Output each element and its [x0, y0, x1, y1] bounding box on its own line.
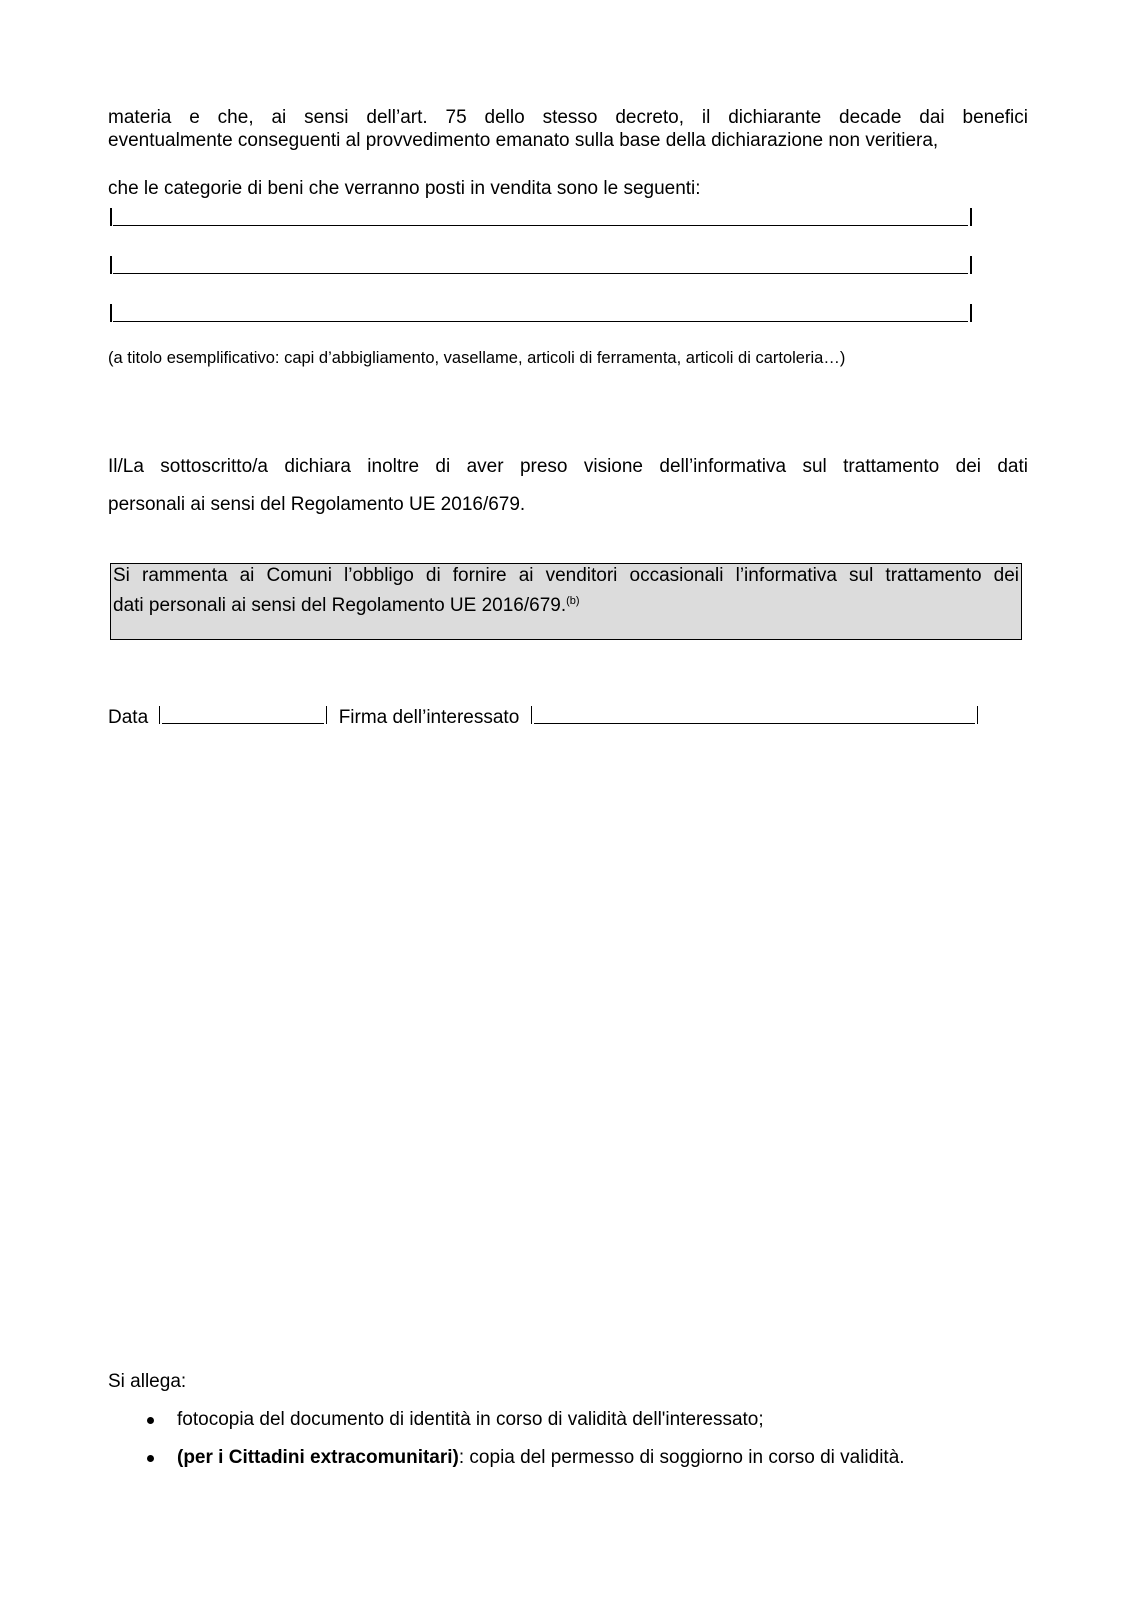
date-label: Data — [108, 707, 149, 728]
attachment-item-2-rest: : copia del permesso di soggiorno in corso di validità. — [458, 1447, 905, 1468]
privacy-line-1: Il/La sottoscritto/a dichiara inoltre di aver preso visione dell’informativa sul trattamento dei dati — [108, 456, 1028, 477]
intro-line-2: eventualmente conseguenti al provvedimento emanato sulla base della dichiarazione non veritiera, — [108, 130, 939, 151]
signature-line — [108, 705, 978, 730]
category-field-3[interactable] — [110, 304, 972, 326]
intro-line-1: materia e che, ai sensi dell’art. 75 dello stesso decreto, il dichiarante decade dai benefici — [108, 107, 1028, 128]
attachments-list — [108, 1408, 905, 1484]
attachment-item-2-bold: (per i Cittadini extracomunitari) — [177, 1447, 459, 1468]
attachment-item-1: fotocopia del documento di identità in corso di validità dell'interessato; — [177, 1409, 764, 1430]
category-field-2[interactable] — [110, 256, 972, 278]
notice-footnote: (b) — [566, 595, 580, 607]
notice-line-1: Si rammenta ai Comuni l’obbligo di fornire ai venditori occasionali l’informativa sul trattamento dei — [113, 565, 1019, 586]
signature-field[interactable] — [531, 705, 978, 723]
bullet-icon — [147, 1455, 154, 1462]
category-field-1[interactable] — [110, 208, 972, 230]
notice-line-2-text: dati personali ai sensi del Regolamento UE 2016/679. — [113, 595, 567, 616]
notice-line-2 — [113, 589, 580, 618]
date-field[interactable] — [159, 705, 327, 723]
list-item — [108, 1408, 905, 1446]
notice-box — [110, 563, 1022, 640]
categories-example: (a titolo esemplificativo: capi d’abbigliamento, vasellame, articoli di ferramenta, articoli di cartoleria…) — [108, 349, 846, 367]
list-item — [108, 1446, 905, 1484]
signature-label: Firma dell’interessato — [338, 707, 520, 728]
attachments-label: Si allega: — [108, 1371, 187, 1392]
categories-label: che le categorie di beni che verranno posti in vendita sono le seguenti: — [108, 178, 701, 199]
bullet-icon — [147, 1417, 154, 1424]
privacy-line-2: personali ai sensi del Regolamento UE 2016/679. — [108, 494, 526, 515]
